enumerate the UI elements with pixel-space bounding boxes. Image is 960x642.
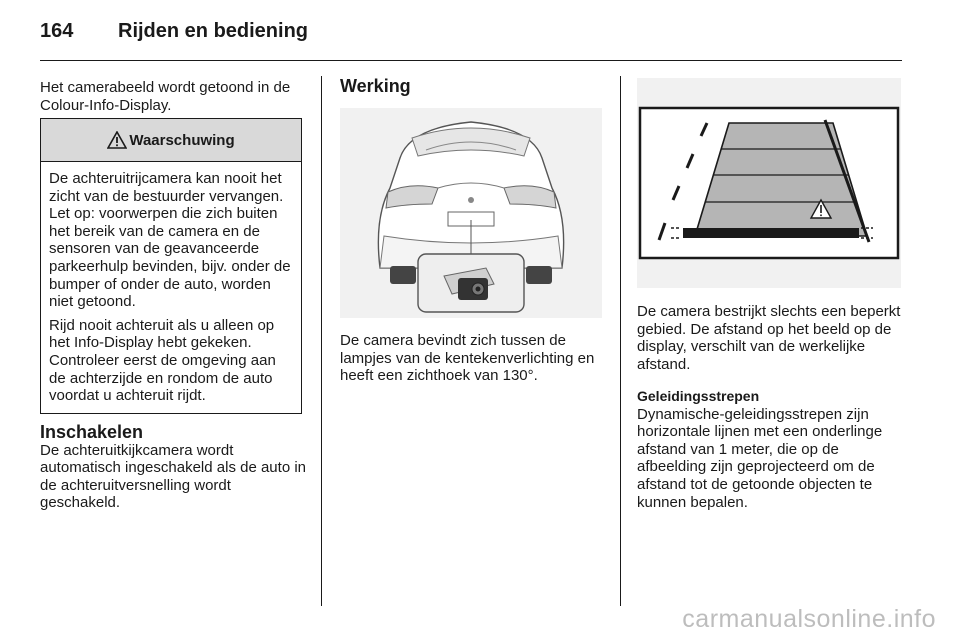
guidelines-heading: Geleidingsstrepen	[637, 388, 760, 404]
warning-paragraph: De achteruitrijcamera kan nooit het zicht van de bestuurder vervangen. Let op: voorwerpen die zich buiten het bereik van de camera en de sensoren van de geavanceerde parkeerhulp bevinden, bijv. onder de bumper of onder de auto, worden niet getoond.	[49, 170, 291, 311]
car-rear-illustration	[340, 108, 602, 318]
chapter-title: Rijden en bediening	[118, 20, 309, 42]
camera-display-figure	[637, 78, 901, 288]
werking-caption: De camera bevindt zich tussen de lampjes van de kentekenverlichting en heeft een zichthoek van 130°.	[340, 332, 595, 385]
warning-box	[40, 118, 302, 414]
car-rear-camera-figure	[340, 108, 602, 318]
column-divider-left	[321, 76, 322, 606]
warning-header	[41, 119, 301, 162]
header-rule	[40, 60, 902, 61]
werking-heading: Werking	[340, 76, 411, 96]
guidelines-text: Dynamische-geleidingsstrepen zijn horizontale lijnen met een onderlinge afstand van 1 meter, die op de afbeelding zijn geprojecteerd om de afstand tot de getoonde objecten te kunnen bepalen.	[637, 405, 883, 511]
rear-camera-display-illustration	[637, 78, 901, 288]
intro-text: Het camerabeeld wordt getoond in de Colour-Info-Display.	[40, 79, 291, 114]
inschakelen-heading: Inschakelen	[40, 422, 144, 442]
warning-paragraph: Rijd nooit achteruit als u alleen op het Info-Display hebt gekeken. Controleer eerst de omgeving aan de achterzijde en rondom de auto voordat u achteruit rijdt.	[49, 316, 276, 405]
werking-heading-block	[340, 78, 411, 96]
warning-body	[41, 162, 301, 405]
warning-triangle-icon	[107, 131, 127, 149]
column-divider-right	[620, 76, 621, 606]
range-paragraph: De camera bestrijkt slechts een beperkt gebied. De afstand op het beeld op de display, verschilt van de werkelijke afstand.	[637, 303, 901, 373]
inschakelen-text: De achteruitkijkcamera wordt automatisch ingeschakeld als de auto in de achteruitversnelling wordt geschakeld.	[40, 441, 307, 512]
guidelines-section	[637, 388, 905, 511]
page-number: 164	[40, 20, 74, 42]
warning-title: Waarschuwing	[129, 131, 235, 149]
inschakelen-section	[40, 424, 310, 512]
watermark: carmanualsonline.info	[682, 605, 936, 633]
